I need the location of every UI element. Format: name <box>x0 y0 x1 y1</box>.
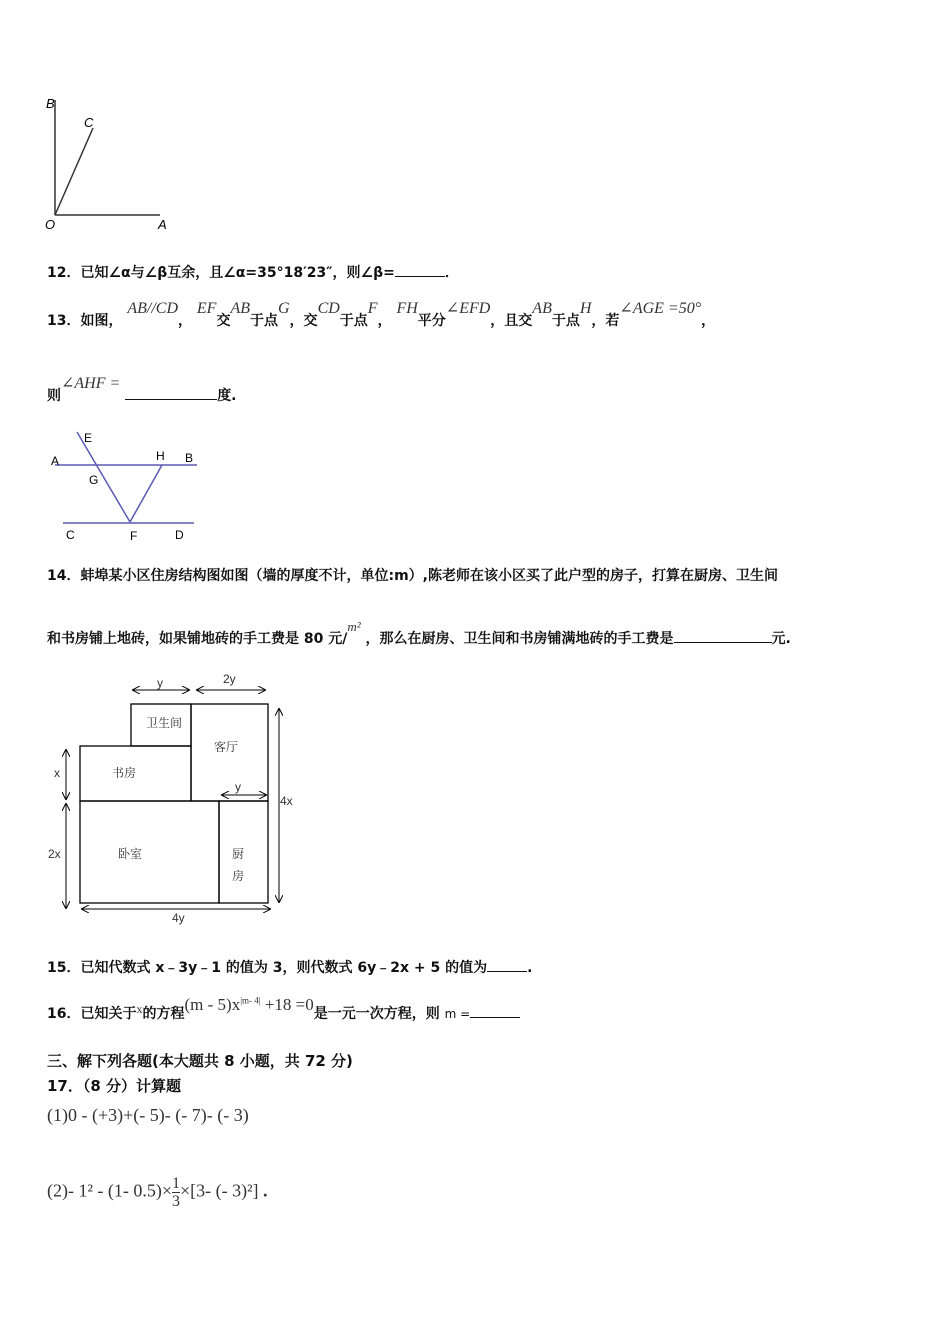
math: ∠AHF = <box>61 375 121 392</box>
label-living: 客厅 <box>214 740 239 754</box>
t: 的方程 <box>142 1006 185 1022</box>
q15-text: 15．已知代数式 x﹣3y﹣1 的值为 3，则代数式 6y﹣2x + 5 的值为 <box>47 960 488 976</box>
t: 于点 <box>551 313 580 329</box>
answer-blank <box>487 957 527 972</box>
figure-floor-plan <box>0 0 320 940</box>
expr-a: (2)- 1² - (1- 0.5)× <box>47 1180 173 1201</box>
t: 平分 <box>417 313 446 329</box>
section-3-title: 三、解下列各题(本大题共 8 小题，共 72 分) <box>47 1052 353 1070</box>
question-15 <box>47 957 532 977</box>
math-unit: m² <box>347 619 361 634</box>
math: AB <box>532 300 552 317</box>
t: 于点 <box>339 313 368 329</box>
room-bedroom <box>80 801 219 903</box>
math: H <box>579 300 592 317</box>
math-equation <box>184 995 313 1014</box>
dim-2y: 2y <box>223 672 236 686</box>
label-study: 书房 <box>112 766 137 780</box>
exponent: |m- 4| <box>240 995 261 1006</box>
q17-part-2 <box>47 1175 268 1210</box>
answer-blank <box>674 628 772 643</box>
dim-y-top: y <box>157 676 163 690</box>
label-a: A <box>158 217 167 232</box>
label-bathroom: 卫生间 <box>146 716 183 730</box>
q12-end: ． <box>444 265 459 281</box>
t: ， <box>178 313 193 329</box>
eq: (m - 5)x <box>184 995 241 1014</box>
dim-2x: 2x <box>48 847 61 861</box>
math: ∠EFD <box>445 300 491 317</box>
math: CD <box>317 300 340 317</box>
label-kitchen-1: 厨 <box>232 847 245 861</box>
q12-text: 12．已知∠α与∠β互余，且∠α=35°18′23″，则∠β= <box>47 265 395 281</box>
label-f: F <box>130 529 138 543</box>
t: 是一元一次方程，则 <box>313 1006 440 1022</box>
label-g: G <box>89 473 99 487</box>
t: ， <box>377 313 392 329</box>
math: AB//CD <box>127 300 179 317</box>
t: 元. <box>771 631 791 647</box>
label-b: B <box>185 451 194 465</box>
t: 于点 <box>250 313 278 329</box>
t: ，若 <box>591 313 620 329</box>
math: FH <box>396 300 418 317</box>
t: ， <box>701 313 716 329</box>
t: 16．已知关于 <box>47 1006 137 1022</box>
label-b: B <box>46 96 55 111</box>
dim-y-inner: y <box>235 780 241 794</box>
t: ，那么在厨房、卫生间和书房铺满地砖的手工费是 <box>365 631 674 647</box>
math: F <box>367 300 378 317</box>
t: . <box>263 1180 268 1201</box>
label-d: D <box>175 528 184 542</box>
t: ，且交 <box>490 313 533 329</box>
fraction <box>172 1175 180 1210</box>
eq2: +18 =0 <box>260 995 314 1014</box>
math: ∠AGE =50° <box>619 300 702 317</box>
label-o: O <box>45 217 56 232</box>
q17-part-1: (1)0 - (+3)+(- 5)- (- 7)- (- 3) <box>47 1105 249 1125</box>
label-c: C <box>84 115 94 130</box>
t: 度. <box>217 388 237 404</box>
question-16 <box>47 995 520 1023</box>
label-h: H <box>156 449 165 463</box>
label-c: C <box>66 528 75 542</box>
label-a: A <box>51 454 60 468</box>
dim-4x: 4x <box>280 794 293 808</box>
label-bedroom: 卧室 <box>118 847 143 861</box>
dim-4y: 4y <box>172 911 185 925</box>
t: 和书房铺上地砖，如果铺地砖的手工费是 80 元/ <box>47 631 348 647</box>
t: 则 <box>47 388 61 404</box>
t: . <box>527 960 533 976</box>
answer-blank <box>470 1003 520 1018</box>
math: x <box>136 1002 143 1016</box>
denominator: 3 <box>172 1193 181 1210</box>
q14-line1: 14．蚌埠某小区住房结构图如图（墙的厚度不计，单位:m）,陈老师在该小区买了此户型的房子，打算在厨房、卫生间 <box>47 568 778 584</box>
math: EF <box>196 300 217 317</box>
t: 交 <box>216 313 231 329</box>
q13-num: 13．如图， <box>47 313 123 329</box>
math: G <box>278 300 290 317</box>
math: AB <box>230 300 250 317</box>
question-17-title: 17．（8 分）计算题 <box>47 1077 182 1095</box>
answer-blank <box>395 262 445 277</box>
expr-b: ×[3- (- 3)²] <box>180 1180 259 1201</box>
label-kitchen-2: 房 <box>232 869 245 883</box>
t: ，交 <box>289 313 318 329</box>
dim-x: x <box>54 766 60 780</box>
label-e: E <box>84 431 93 445</box>
numerator: 1 <box>172 1175 181 1192</box>
math: m = <box>444 1007 471 1021</box>
